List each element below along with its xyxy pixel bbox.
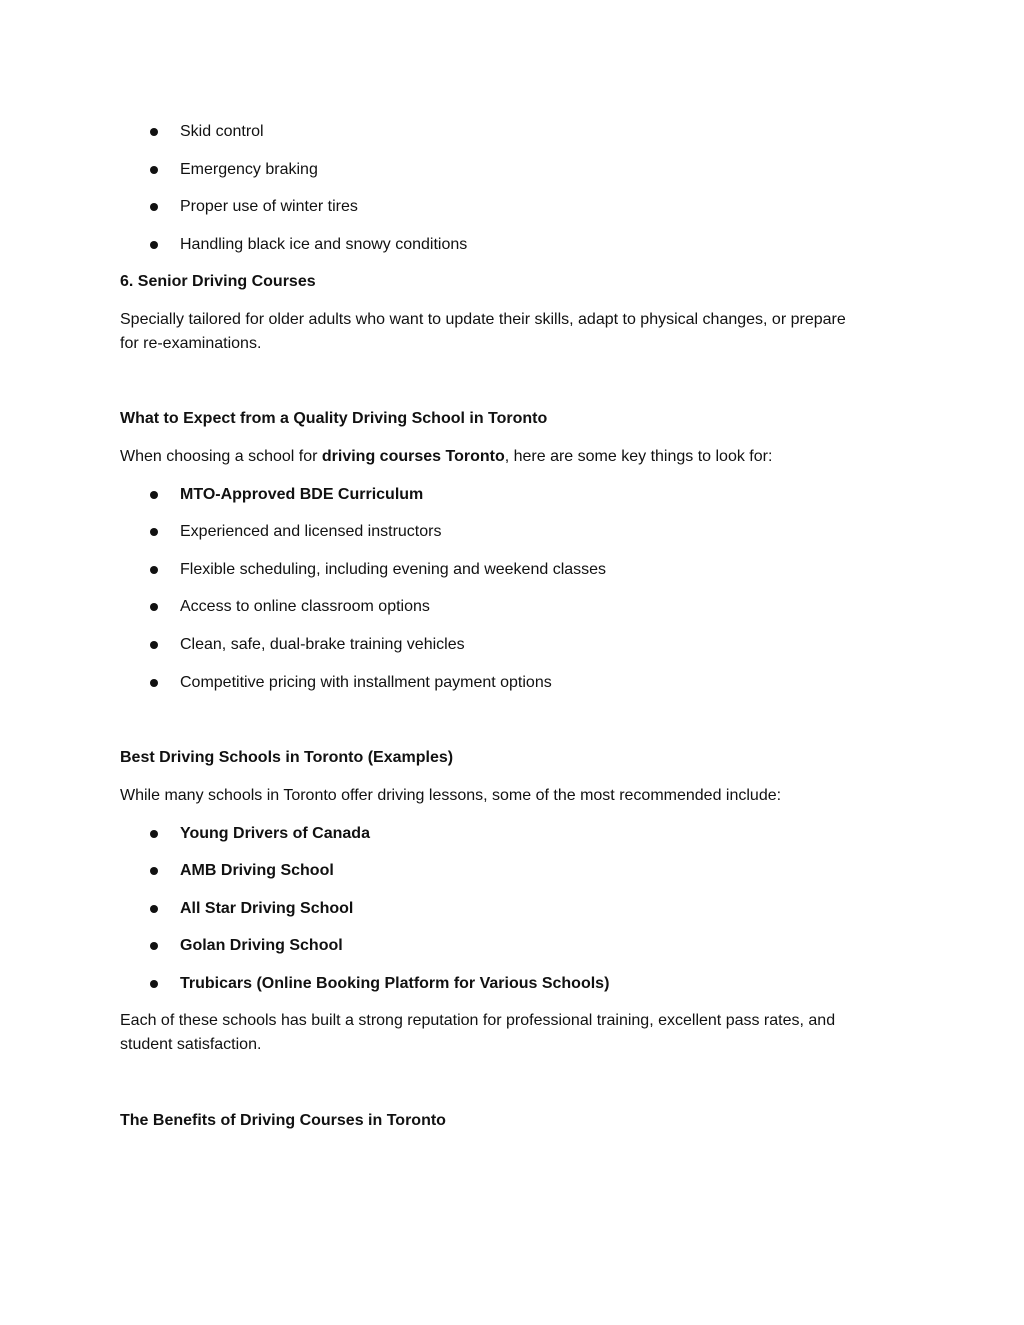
list-item: Trubicars (Online Booking Platform for Various Schools) (180, 975, 610, 992)
bullet (150, 980, 158, 988)
section-heading: 6. Senior Driving Courses (120, 273, 316, 290)
paragraph-line: Each of these schools has built a strong reputation for professional training, excellent pass rates, and (120, 1012, 836, 1029)
intro-prefix: When choosing a school for (120, 448, 322, 465)
section-heading: Best Driving Schools in Toronto (Examples) (120, 749, 454, 766)
bullet (150, 203, 158, 211)
list-item: Handling black ice and snowy conditions (180, 236, 468, 253)
paragraph-line: for re-examinations. (120, 335, 262, 352)
bullet (150, 641, 158, 649)
bullet (150, 942, 158, 950)
paragraph-line: student satisfaction. (120, 1036, 262, 1053)
list-item: Access to online classroom options (180, 598, 430, 615)
list-item: Young Drivers of Canada (180, 825, 370, 842)
bullet (150, 905, 158, 913)
paragraph (120, 445, 900, 469)
list-item: MTO-Approved BDE Curriculum (180, 486, 424, 503)
bullet (150, 566, 158, 574)
paragraph-line: Specially tailored for older adults who want to update their skills, adapt to physical changes, or prepare (120, 311, 846, 328)
list-item: Clean, safe, dual-brake training vehicles (180, 636, 465, 653)
bullet (150, 867, 158, 875)
section-heading: The Benefits of Driving Courses in Toronto (120, 1112, 446, 1129)
list-item: Emergency braking (180, 161, 318, 178)
section-heading: What to Expect from a Quality Driving School in Toronto (120, 410, 548, 427)
bullet (150, 166, 158, 174)
list-item: Competitive pricing with installment payment options (180, 674, 552, 691)
bullet (150, 679, 158, 687)
bullet (150, 128, 158, 136)
bullet (150, 241, 158, 249)
list-item: Proper use of winter tires (180, 198, 358, 215)
list-item: Skid control (180, 123, 264, 140)
bullet (150, 528, 158, 536)
list-item: Golan Driving School (180, 937, 343, 954)
bullet (150, 603, 158, 611)
bullet (150, 830, 158, 838)
list-item: AMB Driving School (180, 862, 334, 879)
intro-keyword: driving courses Toronto (321, 448, 505, 465)
paragraph: While many schools in Toronto offer driving lessons, some of the most recommended include: (120, 787, 782, 804)
list-item: Experienced and licensed instructors (180, 523, 442, 540)
list-item: Flexible scheduling, including evening and weekend classes (180, 561, 607, 578)
list-item: All Star Driving School (180, 900, 354, 917)
bullet (150, 491, 158, 499)
intro-suffix: , here are some key things to look for: (504, 448, 773, 465)
